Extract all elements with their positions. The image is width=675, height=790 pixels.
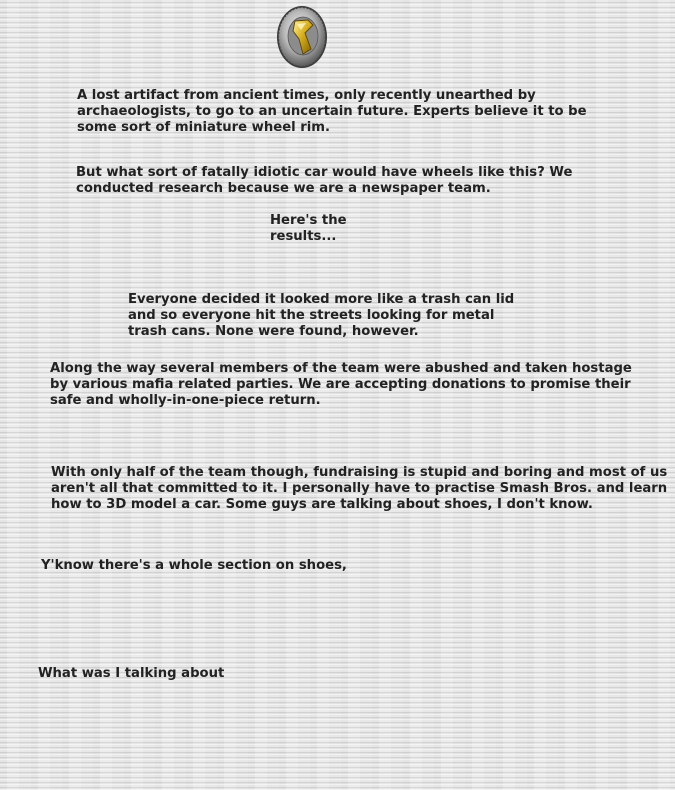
text-line: A lost artifact from ancient times, only recently unearthed by — [77, 88, 536, 103]
text-line: Y'know there's a whole section on shoes, — [41, 558, 347, 573]
paragraph-results — [270, 213, 347, 245]
text-line: safe and wholly-in-one-piece return. — [50, 393, 321, 408]
wheel-rim-icon — [275, 3, 329, 69]
text-line: conducted research because we are a newspaper team. — [76, 181, 491, 196]
text-line: Along the way several members of the team were abushed and taken hostage — [50, 361, 632, 376]
paragraph-fundraising — [51, 465, 667, 513]
text-line: some sort of miniature wheel rim. — [77, 120, 331, 135]
paragraph-hostage — [50, 361, 632, 409]
paragraph-research — [76, 165, 572, 197]
text-line: Here's the — [270, 213, 347, 228]
paragraph-trash-can — [128, 292, 514, 340]
text-line: aren't all that committed to it. I personally have to practise Smash Bros. and learn — [51, 481, 668, 496]
text-line: by various mafia related parties. We are accepting donations to promise their — [50, 377, 631, 392]
text-line: What was I talking about — [38, 666, 225, 681]
text-line: archaeologists, to go to an uncertain future. Experts believe it to be — [77, 104, 587, 119]
paragraph-shoes — [41, 558, 347, 574]
text-line: and so everyone hit the streets looking for metal — [128, 308, 495, 323]
paragraph-artifact — [77, 88, 587, 136]
text-line: results... — [270, 229, 337, 244]
text-line: But what sort of fatally idiotic car would have wheels like this? We — [76, 165, 573, 180]
text-line: how to 3D model a car. Some guys are talking about shoes, I don't know. — [51, 497, 593, 512]
paragraph-talking-about — [38, 666, 224, 682]
text-line: trash cans. None were found, however. — [128, 324, 419, 339]
text-line: Everyone decided it looked more like a trash can lid — [128, 292, 515, 307]
text-line: With only half of the team though, fundraising is stupid and boring and most of us — [51, 465, 668, 480]
